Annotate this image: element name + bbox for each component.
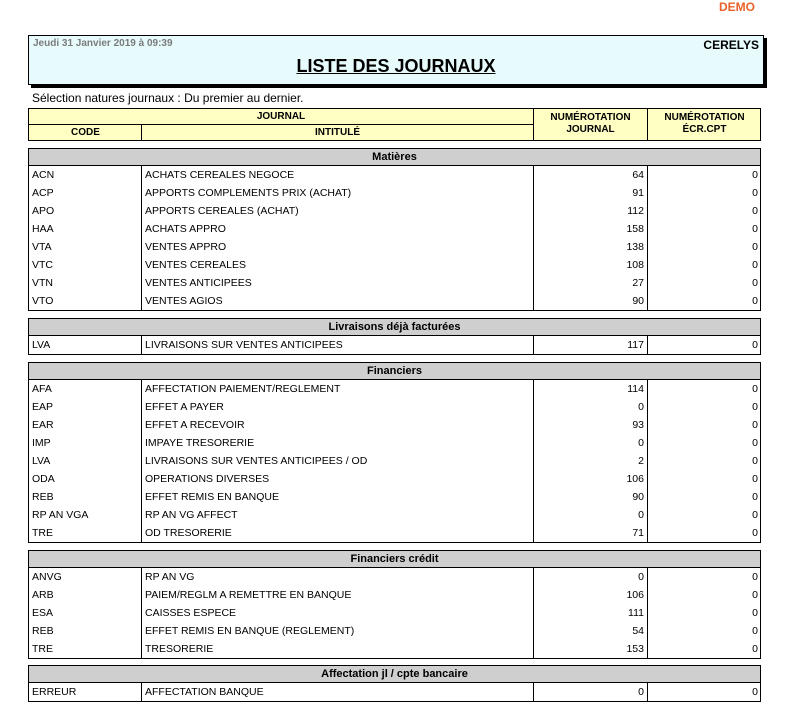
- entry-numbering: 0: [752, 223, 758, 235]
- table-row: [29, 202, 760, 220]
- journal-numbering: 111: [628, 607, 644, 619]
- entry-numbering: 0: [752, 277, 758, 289]
- table-row: [29, 640, 760, 658]
- journal-intitule: EFFET REMIS EN BANQUE (REGLEMENT): [145, 625, 355, 637]
- section-rows: [28, 380, 761, 543]
- journal-code: EAP: [32, 401, 54, 413]
- journal-numbering: 138: [626, 241, 644, 253]
- journal-numbering: 114: [627, 383, 644, 395]
- journal-code: VTO: [32, 295, 54, 307]
- journal-numbering: 108: [626, 259, 644, 271]
- section-title: Financiers: [28, 362, 761, 380]
- section-title: Affectation jl / cpte bancaire: [28, 665, 761, 683]
- table-row: [29, 336, 760, 354]
- table-row: [29, 604, 760, 622]
- table-row: [29, 380, 760, 398]
- journal-code: ESA: [32, 607, 54, 619]
- entry-numbering: 0: [752, 241, 758, 253]
- journal-numbering: 0: [638, 401, 644, 413]
- journal-code: AFA: [32, 383, 52, 395]
- entry-numbering: 0: [752, 455, 758, 467]
- journal-code: LVA: [32, 339, 51, 351]
- entry-numbering: 0: [752, 473, 758, 485]
- journal-code: TRE: [32, 527, 53, 539]
- entry-numbering: 0: [752, 383, 758, 395]
- journal-section: [28, 362, 761, 543]
- journal-numbering: 90: [632, 295, 644, 307]
- table-row: [29, 184, 760, 202]
- table-row: [29, 274, 760, 292]
- table-row: [29, 434, 760, 452]
- entry-numbering: 0: [752, 339, 758, 351]
- entry-numbering: 0: [752, 205, 758, 217]
- table-row: [29, 622, 760, 640]
- col-num-journal-line1: NUMÉROTATION: [550, 112, 631, 123]
- journal-intitule: EFFET A RECEVOIR: [145, 419, 245, 431]
- journal-intitule: IMPAYE TRESORERIE: [145, 437, 255, 449]
- journal-code: TRE: [32, 643, 53, 655]
- entry-numbering: 0: [752, 607, 758, 619]
- journal-code: IMP: [32, 437, 51, 449]
- section-rows: [28, 336, 761, 355]
- table-row: [29, 506, 760, 524]
- journal-intitule: VENTES AGIOS: [145, 295, 223, 307]
- col-code: CODE: [71, 127, 100, 138]
- section-title: Matières: [28, 148, 761, 166]
- company-name: CERELYS: [703, 38, 759, 52]
- demo-watermark: DEMO: [719, 0, 755, 14]
- journal-intitule: VENTES CEREALES: [145, 259, 246, 271]
- journal-numbering: 64: [632, 169, 644, 181]
- journal-numbering: 2: [638, 455, 644, 467]
- journal-code: ACN: [32, 169, 55, 181]
- journal-intitule: AFFECTATION BANQUE: [145, 686, 264, 698]
- table-row: [29, 524, 760, 542]
- journal-code: HAA: [32, 223, 54, 235]
- journal-intitule: LIVRAISONS SUR VENTES ANTICIPEES / OD: [145, 455, 368, 467]
- journal-code: VTN: [32, 277, 53, 289]
- section-rows: [28, 568, 761, 659]
- journal-intitule: RP AN VG: [145, 571, 195, 583]
- journal-intitule: ACHATS APPRO: [145, 223, 226, 235]
- journal-intitule: AFFECTATION PAIEMENT/REGLEMENT: [145, 383, 341, 395]
- journal-intitule: LIVRAISONS SUR VENTES ANTICIPEES: [145, 339, 343, 351]
- journal-intitule: ACHATS CEREALES NEGOCE: [145, 169, 295, 181]
- journal-section: [28, 665, 761, 702]
- section-title: Livraisons déjà facturées: [28, 318, 761, 336]
- journal-intitule: CAISSES ESPECE: [145, 607, 237, 619]
- col-num-journal: [534, 112, 647, 136]
- journal-numbering: 93: [632, 419, 644, 431]
- journal-numbering: 0: [638, 437, 644, 449]
- journal-code: ACP: [32, 187, 54, 199]
- journal-intitule: RP AN VG AFFECT: [145, 509, 238, 521]
- journal-section: [28, 318, 761, 355]
- journal-code: APO: [32, 205, 55, 217]
- entry-numbering: 0: [752, 643, 758, 655]
- entry-numbering: 0: [752, 686, 758, 698]
- section-title: Financiers crédit: [28, 550, 761, 568]
- journal-code: ANVG: [32, 571, 62, 583]
- journal-code: LVA: [32, 455, 51, 467]
- entry-numbering: 0: [752, 509, 758, 521]
- journal-numbering: 112: [627, 205, 644, 217]
- entry-numbering: 0: [752, 419, 758, 431]
- journal-code: ODA: [32, 473, 55, 485]
- journal-code: VTA: [32, 241, 52, 253]
- table-row: [29, 256, 760, 274]
- table-row: [29, 586, 760, 604]
- table-row: [29, 238, 760, 256]
- journal-intitule: APPORTS COMPLEMENTS PRIX (ACHAT): [145, 187, 352, 199]
- journal-numbering: 54: [632, 625, 644, 637]
- journal-intitule: OD TRESORERIE: [145, 527, 232, 539]
- entry-numbering: 0: [752, 527, 758, 539]
- table-row: [29, 166, 760, 184]
- table-row: [29, 452, 760, 470]
- table-row: [29, 398, 760, 416]
- section-rows: [28, 166, 761, 311]
- entry-numbering: 0: [752, 437, 758, 449]
- col-num-ecr: [648, 112, 761, 136]
- section-rows: [28, 683, 761, 702]
- table-row: [29, 416, 760, 434]
- col-num-journal-line2: JOURNAL: [566, 124, 615, 135]
- entry-numbering: 0: [752, 589, 758, 601]
- journal-code: VTC: [32, 259, 53, 271]
- table-row: [29, 683, 760, 701]
- journal-numbering: 27: [632, 277, 644, 289]
- entry-numbering: 0: [752, 295, 758, 307]
- column-header: [28, 108, 761, 141]
- table-row: [29, 568, 760, 586]
- journal-intitule: VENTES ANTICIPEES: [145, 277, 252, 289]
- journal-intitule: PAIEM/REGLM A REMETTRE EN BANQUE: [145, 589, 352, 601]
- journal-numbering: 91: [632, 187, 644, 199]
- journal-code: ERREUR: [32, 686, 77, 698]
- journal-intitule: EFFET REMIS EN BANQUE: [145, 491, 279, 503]
- journal-numbering: 0: [638, 509, 644, 521]
- journal-numbering: 106: [626, 473, 644, 485]
- report-date: Jeudi 31 Janvier 2019 à 09:39: [33, 38, 173, 49]
- entry-numbering: 0: [752, 259, 758, 271]
- entry-numbering: 0: [752, 187, 758, 199]
- journal-intitule: OPERATIONS DIVERSES: [145, 473, 270, 485]
- journal-numbering: 158: [626, 223, 644, 235]
- journal-intitule: EFFET A PAYER: [145, 401, 224, 413]
- journal-code: REB: [32, 491, 54, 503]
- page-title: LISTE DES JOURNAUX: [296, 56, 496, 76]
- journal-intitule: TRESORERIE: [145, 643, 214, 655]
- journal-code: REB: [32, 625, 54, 637]
- table-row: [29, 470, 760, 488]
- entry-numbering: 0: [752, 491, 758, 503]
- col-num-ecr-line2: ÉCR.CPT: [682, 124, 727, 135]
- selection-criteria: Sélection natures journaux : Du premier au dernier.: [32, 91, 304, 105]
- journal-numbering: 0: [638, 686, 644, 698]
- table-row: [29, 488, 760, 506]
- journal-numbering: 0: [638, 571, 644, 583]
- entry-numbering: 0: [752, 625, 758, 637]
- col-journal: JOURNAL: [256, 111, 306, 122]
- journal-section: [28, 550, 761, 659]
- col-num-ecr-line1: NUMÉROTATION: [664, 112, 745, 123]
- journal-intitule: VENTES APPRO: [145, 241, 227, 253]
- journal-numbering: 153: [626, 643, 644, 655]
- report-header: [28, 35, 764, 85]
- journal-numbering: 71: [632, 527, 644, 539]
- entry-numbering: 0: [752, 169, 758, 181]
- col-intitule: INTITULÉ: [315, 127, 360, 138]
- journal-numbering: 117: [627, 339, 644, 351]
- table-row: [29, 292, 760, 310]
- entry-numbering: 0: [752, 401, 758, 413]
- journal-intitule: APPORTS CEREALES (ACHAT): [145, 205, 299, 217]
- table-row: [29, 220, 760, 238]
- journal-code: RP AN VGA: [32, 509, 89, 521]
- journal-numbering: 106: [626, 589, 644, 601]
- entry-numbering: 0: [752, 571, 758, 583]
- journal-section: [28, 148, 761, 311]
- journal-code: EAR: [32, 419, 54, 431]
- journal-code: ARB: [32, 589, 54, 601]
- journal-numbering: 90: [632, 491, 644, 503]
